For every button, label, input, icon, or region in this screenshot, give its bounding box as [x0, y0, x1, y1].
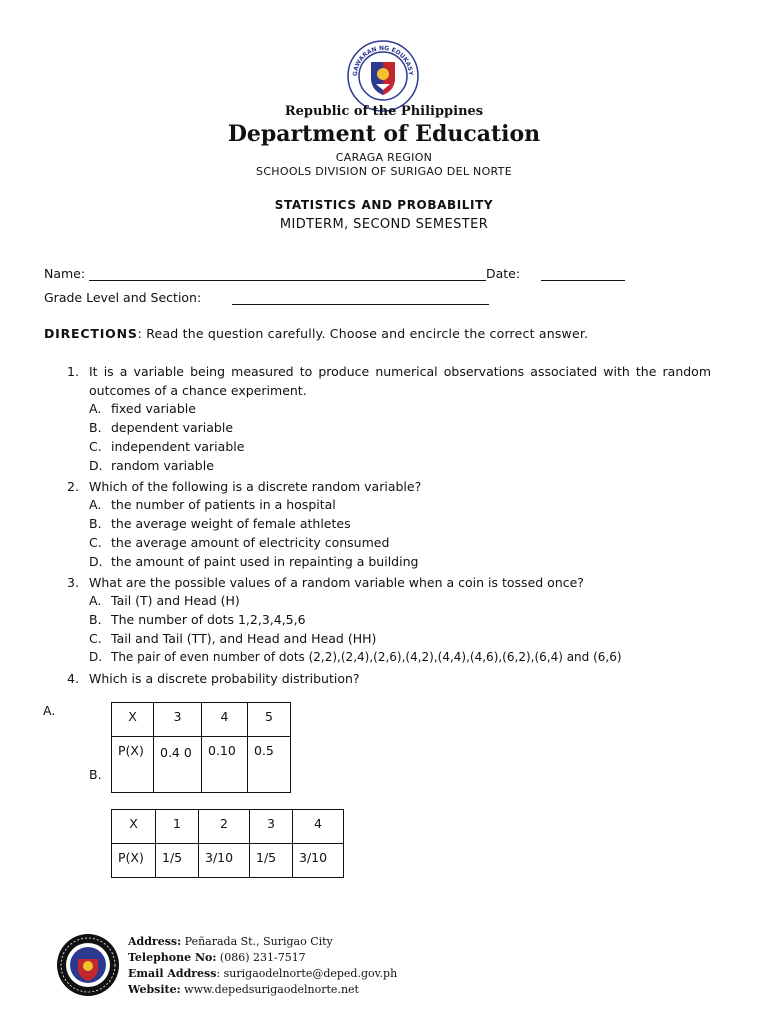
- date-label: Date:: [486, 266, 521, 281]
- option-b-label[interactable]: B.: [89, 767, 102, 782]
- table-cell: 5: [248, 703, 291, 737]
- table-row: [112, 703, 291, 737]
- directions: [44, 326, 588, 341]
- question-3-option-b[interactable]: B. The number of dots 1,2,3,4,5,6: [89, 612, 306, 627]
- grade-section-label: Grade Level and Section:: [44, 290, 202, 305]
- question-text: It is a variable being measured to produce numerical observations associated with the random outcomes of a chance experiment.: [89, 364, 711, 398]
- question-2-option-d[interactable]: D. the amount of paint used in repainting a building: [89, 554, 419, 569]
- table-cell: 1/5: [156, 844, 199, 878]
- deped-seal-logo: [347, 40, 419, 112]
- table-cell: P(X): [112, 844, 156, 878]
- question-number: 2.: [67, 479, 79, 494]
- question-2-option-b[interactable]: B. the average weight of female athletes: [89, 516, 351, 531]
- question-1-option-d[interactable]: D. random variable: [89, 458, 214, 473]
- republic-heading: Republic of the Philippines: [284, 104, 484, 119]
- table-row: [112, 737, 291, 793]
- footer-address: Address: Peñarada St., Surigao City: [128, 935, 333, 948]
- table-cell: 1/5: [250, 844, 293, 878]
- table-cell: P(X): [112, 737, 154, 793]
- question-number: 3.: [67, 575, 79, 590]
- option-a-label[interactable]: A.: [43, 703, 56, 718]
- svg-text:KAGAWARAN NG EDUKASYON: GAWARAN NG EDUKASY: [351, 44, 415, 77]
- grade-section-field[interactable]: [232, 303, 489, 305]
- footer-email[interactable]: Email Address: surigaodelnorte@deped.gov.ph: [128, 967, 398, 980]
- table-cell: 0.10: [202, 737, 248, 793]
- question-1: [0, 362, 768, 402]
- question-1-option-a[interactable]: A. fixed variable: [89, 401, 196, 416]
- division-seal-logo: [56, 933, 120, 997]
- region-label: CARAGA REGION: [335, 151, 433, 164]
- question-text: What are the possible values of a random variable when a coin is tossed once?: [89, 575, 584, 590]
- department-title: Department of Education: [227, 121, 541, 147]
- table-cell: X: [112, 703, 154, 737]
- table-cell: 0.4 0: [154, 737, 202, 793]
- table-cell: X: [112, 810, 156, 844]
- question-3-option-c[interactable]: C. Tail and Tail (TT), and Head and Head (HH): [89, 631, 377, 646]
- question-number: 1.: [67, 364, 79, 379]
- table-cell: 3/10: [293, 844, 344, 878]
- table-cell: 1: [156, 810, 199, 844]
- question-2-option-c[interactable]: C. the average amount of electricity consumed: [89, 535, 390, 550]
- name-label: Name:: [44, 266, 86, 281]
- question-text: Which of the following is a discrete random variable?: [89, 479, 422, 494]
- question-3-option-d[interactable]: D. The pair of even number of dots (2,2),(2,4),(2,6),(4,2),(4,4),(4,6),(6,2),(6,4) and (6,6): [89, 650, 622, 664]
- subject-title: STATISTICS AND PROBABILITY: [274, 198, 494, 212]
- name-field[interactable]: [89, 279, 486, 281]
- question-1-option-c[interactable]: C. independent variable: [89, 439, 245, 454]
- table-row: [112, 810, 344, 844]
- division-label: SCHOOLS DIVISION OF SURIGAO DEL NORTE: [256, 165, 512, 178]
- table-cell: 2: [199, 810, 250, 844]
- table-cell: 4: [293, 810, 344, 844]
- probability-table-b: [111, 809, 344, 878]
- table-cell: 3: [154, 703, 202, 737]
- date-field[interactable]: [541, 279, 625, 281]
- question-1-option-b[interactable]: B. dependent variable: [89, 420, 234, 435]
- footer-contact: [128, 934, 397, 998]
- question-2-option-a[interactable]: A. the number of patients in a hospital: [89, 497, 336, 512]
- directions-label: DIRECTIONS: [44, 326, 138, 341]
- table-cell: 3: [250, 810, 293, 844]
- question-4: [0, 669, 768, 688]
- table-cell: 4: [202, 703, 248, 737]
- probability-table-a: [111, 702, 291, 793]
- question-2: [0, 477, 768, 496]
- table-cell: 0.5: [248, 737, 291, 793]
- directions-text: : Read the question carefully. Choose and encircle the correct answer.: [137, 326, 589, 341]
- footer-website[interactable]: Website: www.depedsurigaodelnorte.net: [128, 983, 359, 996]
- question-3: [0, 573, 768, 592]
- footer-phone: Telephone No: (086) 231-7517: [128, 951, 306, 964]
- question-text: Which is a discrete probability distribution?: [89, 671, 360, 686]
- exam-title: MIDTERM, SECOND SEMESTER: [279, 217, 489, 232]
- question-number: 4.: [67, 671, 79, 686]
- table-row: [112, 844, 344, 878]
- question-3-option-a[interactable]: A. Tail (T) and Head (H): [89, 593, 240, 608]
- table-cell: 3/10: [199, 844, 250, 878]
